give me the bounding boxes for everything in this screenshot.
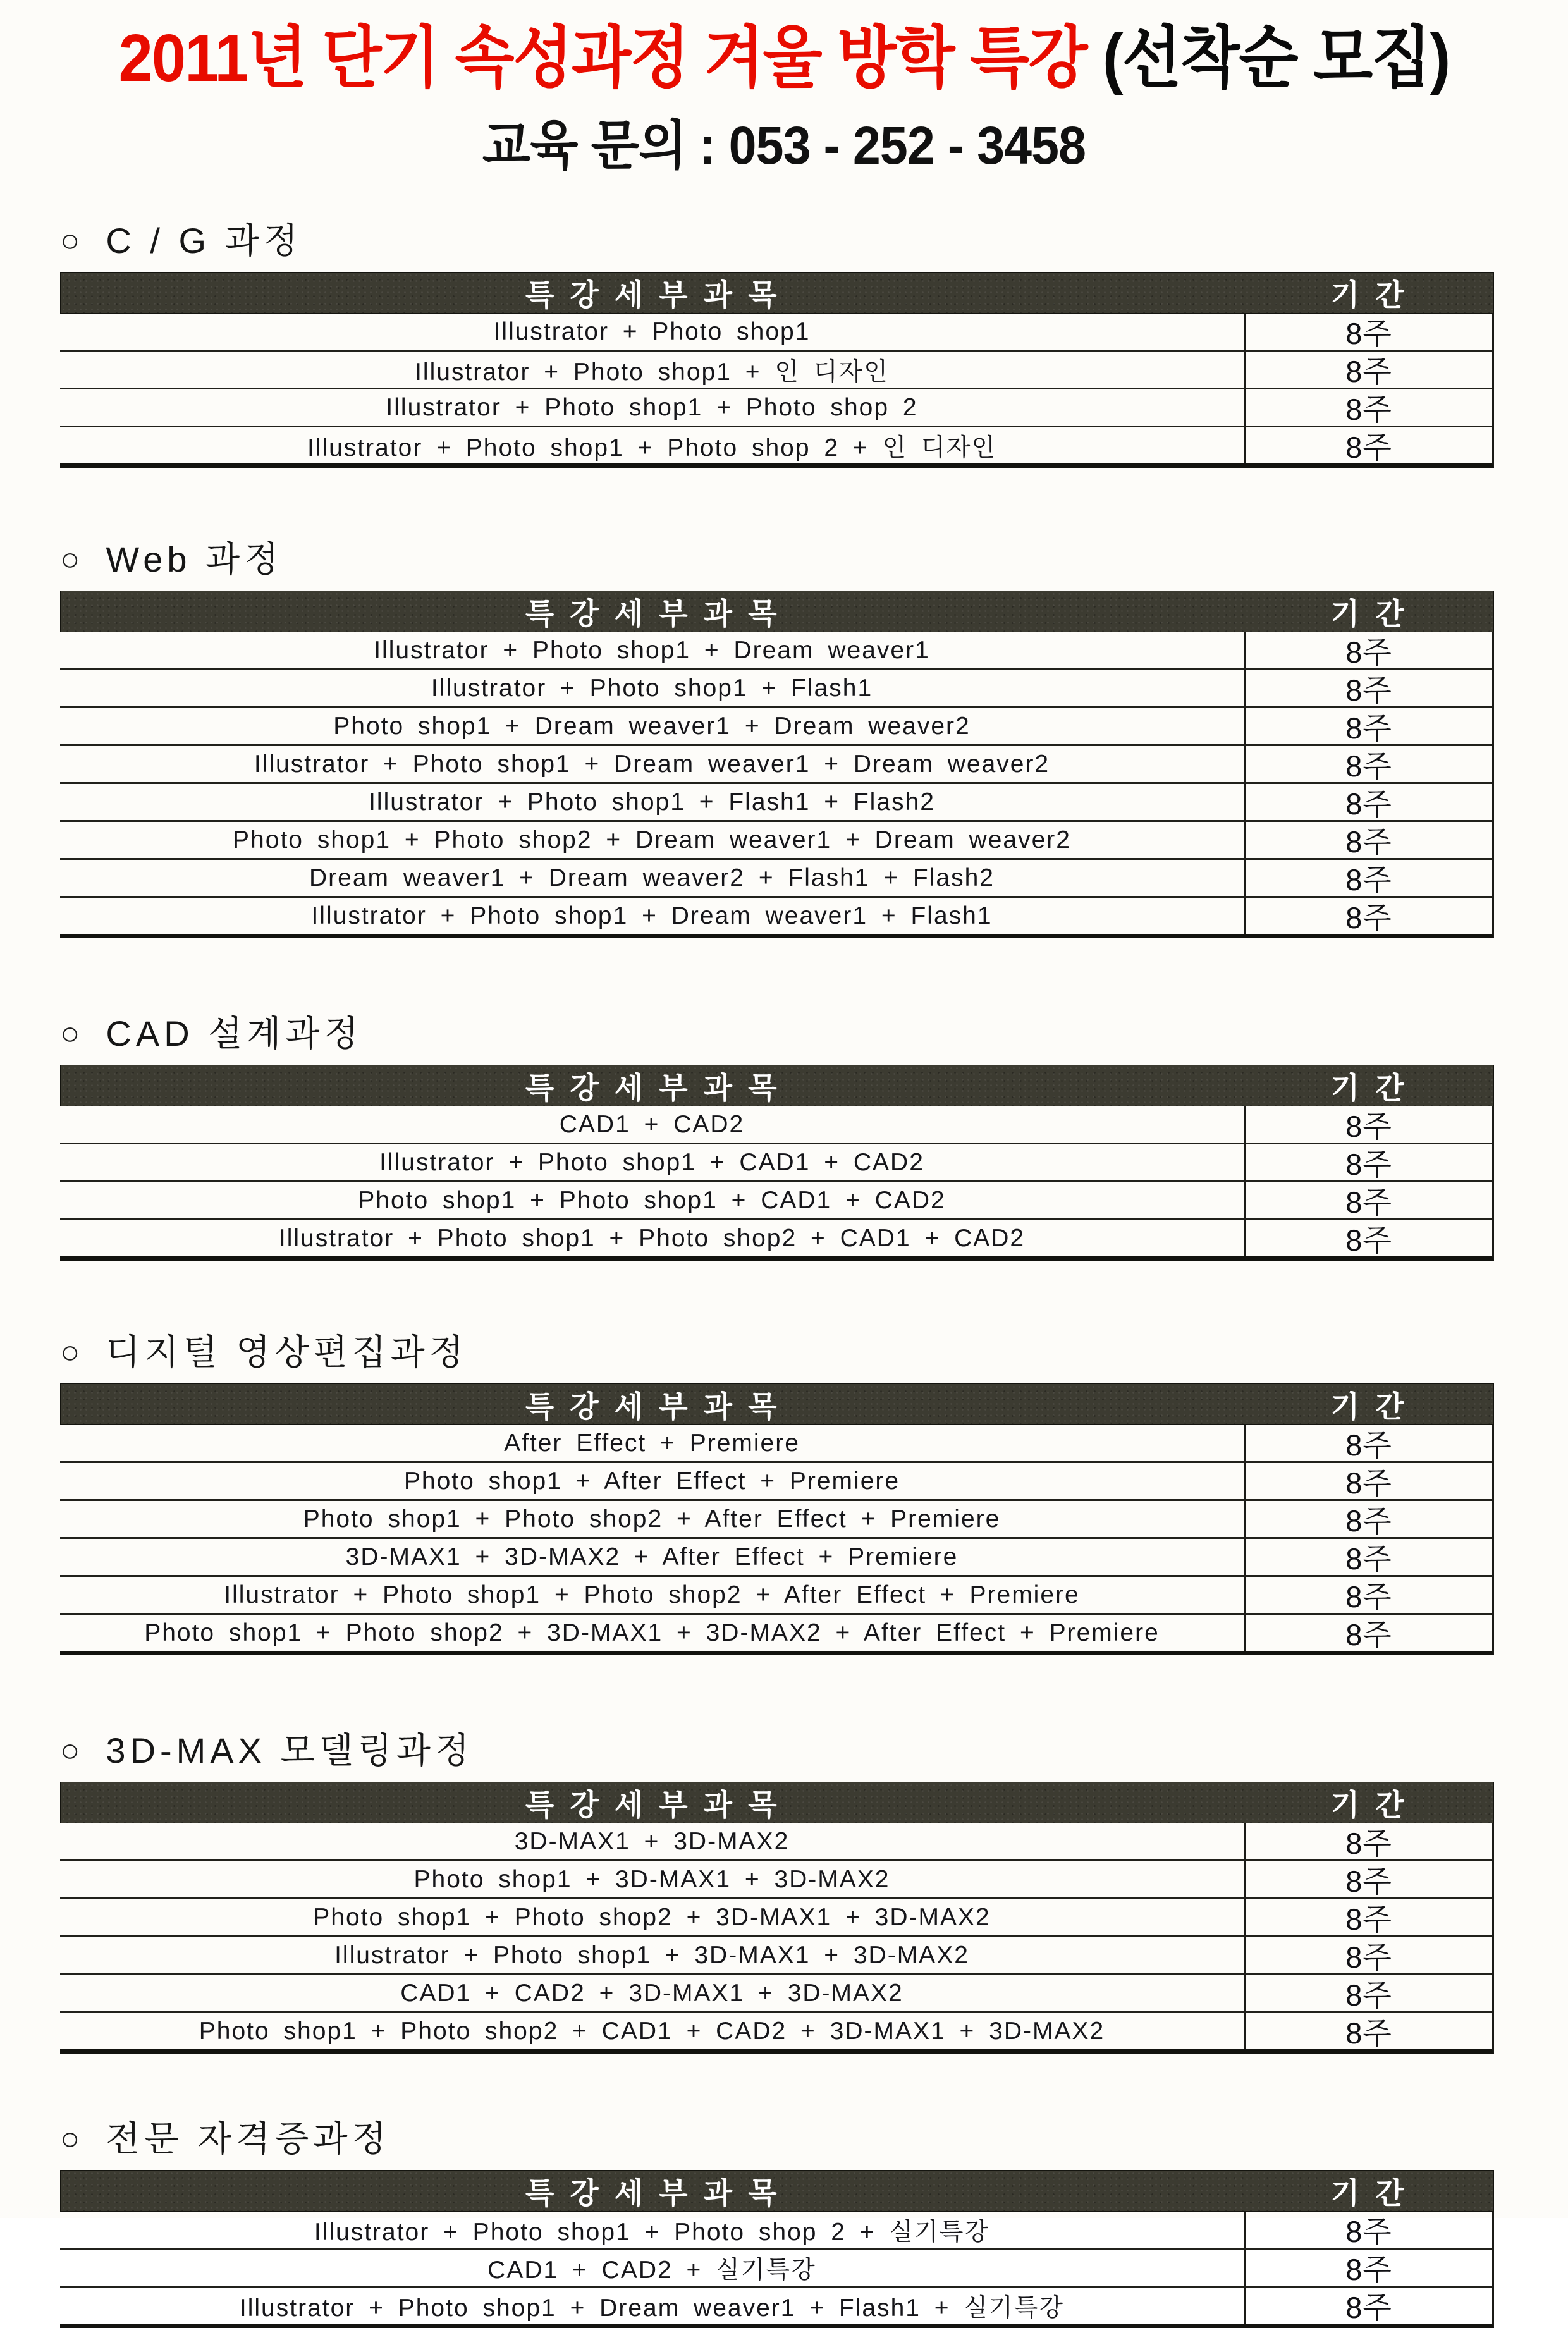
row-period: 8주: [1345, 1978, 1392, 2012]
table-row: [60, 1144, 1492, 1182]
row-period: 8주: [1345, 1428, 1392, 1462]
section-label: Web 과정: [106, 539, 283, 580]
course-section: [60, 1330, 1494, 1655]
row-period: 8주: [1345, 431, 1392, 465]
table-row: [60, 708, 1492, 746]
circle-bullet-icon: ○: [60, 1333, 85, 1371]
section-heading: [60, 1330, 1494, 1375]
circle-bullet-icon: ○: [60, 222, 85, 259]
row-period: 8주: [1345, 749, 1392, 783]
page-title-line: [119, 18, 1450, 99]
table-row: [60, 2288, 1492, 2324]
row-period: 8주: [1345, 825, 1392, 859]
row-subject: CAD1 + CAD2: [60, 1106, 1246, 1143]
row-period: 8주: [1345, 1110, 1392, 1144]
section-heading: [60, 2117, 1494, 2161]
row-subject: Illustrator + Photo shop1 + Photo shop2 + CAD1 + CAD2: [60, 1220, 1246, 1256]
title-suffix-text: (선착순 모집): [1103, 21, 1450, 95]
row-period: 8주: [1345, 1940, 1392, 1975]
row-subject: Illustrator + Photo shop1 + Photo shop 2 + 실기특강: [60, 2212, 1246, 2248]
course-table: [60, 2170, 1494, 2328]
row-subject: Photo shop1 + Photo shop2 + CAD1 + CAD2 + 3D-MAX1 + 3D-MAX2: [60, 2013, 1246, 2049]
table-header-row: [60, 2170, 1494, 2212]
course-table: [60, 1065, 1494, 1261]
table-row: [60, 1539, 1492, 1577]
row-subject: Illustrator + Photo shop1 + Dream weaver1 + Flash1: [60, 898, 1246, 934]
table-row: [60, 1615, 1492, 1651]
header-subject-cell: 특 강 세 부 과 목: [525, 596, 781, 630]
row-period: 8주: [1345, 393, 1392, 427]
table-body: [60, 1106, 1494, 1261]
row-subject: Illustrator + Photo shop1 + 인 디자인: [60, 352, 1246, 388]
row-subject: 3D-MAX1 + 3D-MAX2 + After Effect + Premiere: [60, 1539, 1246, 1575]
row-subject: Photo shop1 + Photo shop2 + After Effect + Premiere: [60, 1501, 1246, 1537]
table-body: [60, 1425, 1494, 1655]
row-subject: Illustrator + Photo shop1 + Flash1: [60, 670, 1246, 706]
row-subject: Illustrator + Photo shop1 + Photo shop 2: [60, 389, 1246, 426]
title-block: [0, 0, 1568, 180]
row-period: 8주: [1345, 1618, 1392, 1652]
circle-bullet-icon: ○: [60, 2120, 85, 2157]
table-row: [60, 1220, 1492, 1256]
header-period-cell: 기 간: [1330, 1787, 1408, 1822]
row-subject: 3D-MAX1 + 3D-MAX2: [60, 1823, 1246, 1859]
row-period: 8주: [1345, 2215, 1392, 2249]
row-subject: Illustrator + Photo shop1 + Dream weaver1: [60, 632, 1246, 668]
row-period: 8주: [1345, 711, 1392, 745]
course-section: [60, 219, 1494, 468]
course-section: [60, 1729, 1494, 2054]
row-subject: Illustrator + Photo shop1 + 3D-MAX1 + 3D-MAX2: [60, 1937, 1246, 1973]
row-period: 8주: [1345, 635, 1392, 670]
table-header-row: [60, 272, 1494, 314]
table-header-row: [60, 1065, 1494, 1106]
row-subject: CAD1 + CAD2 + 실기특강: [60, 2250, 1246, 2286]
table-row: [60, 1823, 1492, 1861]
section-label: C / G 과정: [106, 221, 302, 261]
contact-line: 교육 문의 : 053 - 252 - 3458: [482, 116, 1086, 176]
header-period-cell: 기 간: [1330, 278, 1408, 312]
table-row: [60, 2250, 1492, 2288]
course-table: [60, 1782, 1494, 2054]
header-period-cell: 기 간: [1330, 1389, 1408, 1423]
table-row: [60, 2013, 1492, 2049]
table-body: [60, 314, 1494, 468]
table-row: [60, 1861, 1492, 1899]
circle-bullet-icon: ○: [60, 1015, 85, 1052]
section-heading: [60, 537, 1494, 582]
row-period: 8주: [1345, 2291, 1392, 2325]
row-subject: Photo shop1 + After Effect + Premiere: [60, 1463, 1246, 1499]
header-subject-cell: 특 강 세 부 과 목: [525, 1389, 781, 1423]
header-period-cell: 기 간: [1330, 596, 1408, 630]
row-subject: Photo shop1 + Photo shop2 + 3D-MAX1 + 3D-MAX2: [60, 1899, 1246, 1935]
section-heading: [60, 1012, 1494, 1056]
course-table: [60, 591, 1494, 938]
row-subject: Dream weaver1 + Dream weaver2 + Flash1 + Flash2: [60, 860, 1246, 896]
section-label: 전문 자격증과정: [106, 2119, 391, 2159]
row-period: 8주: [1345, 1542, 1392, 1576]
table-row: [60, 670, 1492, 708]
table-row: [60, 746, 1492, 784]
course-table: [60, 272, 1494, 468]
table-body: [60, 632, 1494, 938]
row-period: 8주: [1345, 2016, 1392, 2050]
row-subject: Photo shop1 + Photo shop1 + CAD1 + CAD2: [60, 1182, 1246, 1218]
row-subject: Illustrator + Photo shop1 + Flash1 + Flash2: [60, 784, 1246, 820]
row-period: 8주: [1345, 1580, 1392, 1614]
row-period: 8주: [1345, 1185, 1392, 1220]
course-sections: [60, 219, 1494, 2328]
table-body: [60, 1823, 1494, 2054]
table-row: [60, 427, 1492, 463]
row-subject: Photo shop1 + 3D-MAX1 + 3D-MAX2: [60, 1861, 1246, 1897]
table-header-row: [60, 1782, 1494, 1823]
page-title: [0, 18, 1568, 99]
table-header-row: [60, 591, 1494, 632]
row-subject: CAD1 + CAD2 + 3D-MAX1 + 3D-MAX2: [60, 1975, 1246, 2011]
table-row: [60, 784, 1492, 822]
row-period: 8주: [1345, 901, 1392, 935]
row-subject: After Effect + Premiere: [60, 1425, 1246, 1461]
row-subject: Photo shop1 + Photo shop2 + Dream weaver1 + Dream weaver2: [60, 822, 1246, 858]
row-subject: Illustrator + Photo shop1 + CAD1 + CAD2: [60, 1144, 1246, 1180]
table-row: [60, 898, 1492, 934]
section-label: 3D-MAX 모델링과정: [106, 1731, 474, 1771]
row-period: 8주: [1345, 787, 1392, 821]
row-period: 8주: [1345, 1148, 1392, 1182]
row-period: 8주: [1345, 317, 1392, 351]
header-subject-cell: 특 강 세 부 과 목: [525, 1070, 781, 1105]
table-row: [60, 1182, 1492, 1220]
table-row: [60, 352, 1492, 389]
course-section: [60, 1012, 1494, 1261]
circle-bullet-icon: ○: [60, 1732, 85, 1769]
header-period-cell: 기 간: [1330, 2176, 1408, 2210]
row-period: 8주: [1345, 863, 1392, 897]
table-row: [60, 632, 1492, 670]
table-row: [60, 1463, 1492, 1501]
header-period-cell: 기 간: [1330, 1070, 1408, 1105]
table-row: [60, 1975, 1492, 2013]
table-row: [60, 822, 1492, 860]
table-row: [60, 1106, 1492, 1144]
title-main-text: 2011년 단기 속성과정 겨울 방학 특강: [118, 21, 1103, 95]
row-subject: Photo shop1 + Photo shop2 + 3D-MAX1 + 3D-MAX2 + After Effect + Premiere: [60, 1615, 1246, 1651]
row-period: 8주: [1345, 2253, 1392, 2287]
row-subject: Illustrator + Photo shop1 + Dream weaver1 + Flash1 + 실기특강: [60, 2288, 1246, 2324]
row-subject: Illustrator + Photo shop1: [60, 314, 1246, 350]
row-period: 8주: [1345, 1827, 1392, 1861]
row-subject: Illustrator + Photo shop1 + Photo shop2 + After Effect + Premiere: [60, 1577, 1246, 1613]
table-row: [60, 860, 1492, 898]
table-row: [60, 1899, 1492, 1937]
header-subject-cell: 특 강 세 부 과 목: [525, 1787, 781, 1822]
course-section: [60, 537, 1494, 938]
table-body: [60, 2212, 1494, 2328]
course-table: [60, 1383, 1494, 1655]
section-heading: [60, 219, 1494, 263]
section-label: CAD 설계과정: [106, 1014, 363, 1054]
row-period: 8주: [1345, 1466, 1392, 1500]
row-subject: Photo shop1 + Dream weaver1 + Dream weaver2: [60, 708, 1246, 744]
table-row: [60, 314, 1492, 352]
row-period: 8주: [1345, 1865, 1392, 1899]
table-row: [60, 1501, 1492, 1539]
section-heading: [60, 1729, 1494, 1773]
row-period: 8주: [1345, 1223, 1392, 1258]
row-period: 8주: [1345, 1504, 1392, 1538]
table-row: [60, 1937, 1492, 1975]
table-row: [60, 1577, 1492, 1615]
circle-bullet-icon: ○: [60, 541, 85, 578]
table-header-row: [60, 1383, 1494, 1425]
section-label: 디지털 영상편집과정: [106, 1332, 468, 1373]
row-period: 8주: [1345, 673, 1392, 708]
table-row: [60, 2212, 1492, 2250]
row-period: 8주: [1345, 1902, 1392, 1937]
row-subject: Illustrator + Photo shop1 + Dream weaver1 + Dream weaver2: [60, 746, 1246, 782]
table-row: [60, 1425, 1492, 1463]
course-section: [60, 2117, 1494, 2328]
header-subject-cell: 특 강 세 부 과 목: [525, 2176, 781, 2210]
table-row: [60, 389, 1492, 427]
row-subject: Illustrator + Photo shop1 + Photo shop 2 + 인 디자인: [60, 427, 1246, 463]
row-period: 8주: [1345, 355, 1392, 389]
header-subject-cell: 특 강 세 부 과 목: [525, 278, 781, 312]
